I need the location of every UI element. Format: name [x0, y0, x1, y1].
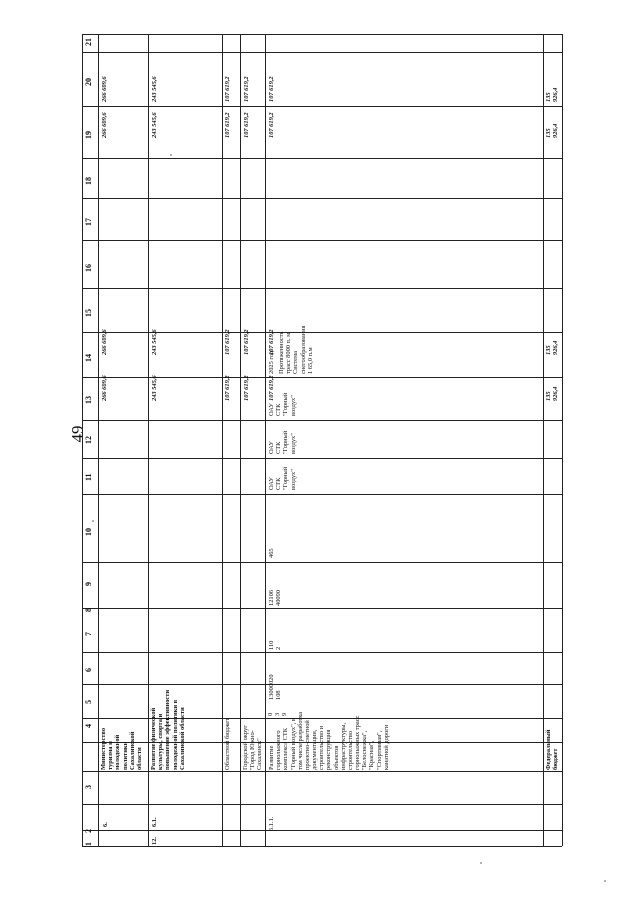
gorod-col13: 107 619,2 — [243, 375, 250, 401]
col-line — [82, 158, 562, 159]
scan-speck — [480, 862, 482, 864]
col-header: 13 — [84, 396, 93, 404]
col-line — [82, 288, 562, 289]
budget-table-rotated — [82, 34, 562, 846]
row6-col13: 266 609,6 — [101, 375, 108, 401]
row-line — [265, 34, 266, 846]
row611-col10: ОАУ СТК "Горный воздух" — [268, 430, 297, 454]
row6-name: Министерство туризма и молодежной политики Сахалинской области — [100, 727, 143, 770]
row611-number: 6.1.1. — [268, 816, 275, 831]
col-line — [82, 652, 562, 653]
row611-col4: 0 3 9 — [267, 712, 289, 716]
row611-col11: ОАУ СТК "Горный воздух" — [268, 392, 297, 416]
scan-speck — [92, 520, 94, 522]
federal-budget-label: Федеральный бюджет — [545, 729, 560, 770]
gorod-col19: 107 619,2 — [243, 112, 250, 138]
col-header: 8 — [84, 608, 93, 612]
row6-col20: 266 609,6 — [101, 76, 108, 102]
row611-col5: 13000020 108 — [268, 674, 283, 700]
col-header: 4 — [84, 724, 93, 728]
oblast-col13: 107 619,2 — [224, 375, 231, 401]
row12-col20: 243 545,6 — [151, 76, 158, 102]
row611-col12-indicator: Протяженность трасс 8000 п. м Система снегообразования 1 65,0 п.м — [278, 325, 314, 374]
gorod-col20: 107 619,2 — [243, 76, 250, 102]
col-header: 15 — [84, 309, 93, 317]
col-line — [82, 52, 562, 53]
scan-speck — [604, 880, 606, 882]
row611-col9: ОАУ СТК "Горный воздух" — [268, 466, 297, 490]
col-header: 16 — [84, 264, 93, 272]
oblast-col19: 107 619,2 — [224, 112, 231, 138]
row-line — [222, 34, 223, 846]
federal-col20: 135 926,4 — [545, 87, 560, 102]
col-header: 10 — [84, 528, 93, 536]
row12-col19: 243 545,6 — [151, 112, 158, 138]
col-line — [82, 562, 562, 563]
row12-index: 12. — [151, 837, 158, 845]
col-line — [82, 804, 562, 805]
col-header: 9 — [84, 582, 93, 586]
row-line — [98, 34, 99, 846]
gorod-col14: 107 619,2 — [243, 329, 250, 355]
col-header: 19 — [84, 131, 93, 139]
row611-col8: 465 — [268, 548, 275, 558]
col-header: 20 — [84, 78, 93, 86]
page-number: 49 — [68, 425, 87, 443]
oblast-budget-label: Областной бюджет — [224, 718, 231, 770]
col-header: 3 — [84, 785, 93, 789]
row12-number: 6.1. — [151, 817, 158, 827]
col-header: 2 — [84, 829, 93, 833]
federal-col14: 135 926,4 — [545, 340, 560, 355]
col-line — [82, 106, 562, 107]
col-header: 6 — [84, 668, 93, 672]
row12-col14: 243 545,6 — [151, 329, 158, 355]
row611-name: Развитие горнолыжного комплекса СТК "Горный воздух", в том числе разработка проектно-сметной документации, строительство и реконструкция объектов инфраструктуры, строительство горнолыжных трасс "Белоснежка", "Красная", "Спортивная", канатной дороги — [268, 711, 390, 770]
row6-number: 6. — [102, 822, 109, 827]
col-header: 17 — [84, 218, 93, 226]
col-header: 7 — [84, 632, 93, 636]
col-line — [82, 458, 562, 459]
row6-col19: 266 609,6 — [101, 112, 108, 138]
row-line — [148, 34, 149, 846]
row-line — [562, 34, 563, 846]
col-line — [82, 830, 562, 831]
col-header: 12 — [84, 436, 93, 444]
row12-col13: 243 545,6 — [151, 375, 158, 401]
col-line — [82, 240, 562, 241]
row611-col6: 110 2 — [268, 640, 283, 650]
col-header: 21 — [84, 38, 93, 46]
gorod-okrug-label: Городской округ "Город Южно-Сахалинск" — [242, 725, 264, 770]
row611-col20: 107 619,2 — [268, 76, 275, 102]
col-line — [82, 198, 562, 199]
row611-col7: 12106 40090 — [268, 590, 283, 606]
row6-col14: 266 609,6 — [101, 329, 108, 355]
col-header: 14 — [84, 354, 93, 362]
scan-speck — [170, 154, 172, 156]
col-header: 5 — [84, 700, 93, 704]
col-line — [82, 608, 562, 609]
col-header: 18 — [84, 177, 93, 185]
row611-col14: 107 619,2 — [268, 329, 275, 355]
federal-col13: 135 926,4 — [545, 386, 560, 401]
oblast-col20: 107 619,2 — [224, 76, 231, 102]
federal-col19: 135 926,4 — [545, 123, 560, 138]
col-line — [82, 846, 562, 847]
col-line — [82, 494, 562, 495]
col-line — [82, 34, 562, 35]
col-header: 11 — [84, 473, 93, 481]
row611-col19: 107 619,2 — [268, 112, 275, 138]
oblast-col14: 107 619,2 — [224, 329, 231, 355]
col-header: 1 — [84, 842, 93, 846]
row-line — [240, 34, 241, 846]
col-line — [82, 420, 562, 421]
row-line — [543, 34, 544, 846]
row611-col13: 107 619,2 — [268, 375, 275, 401]
row-line — [82, 34, 83, 846]
row611-col12-year: 2025 год — [268, 350, 275, 374]
row12-name: Развитие физической культуры, спорта и повышение эффективности молодежной политики в Сахалинской области — [150, 689, 186, 770]
col-line — [82, 771, 562, 772]
